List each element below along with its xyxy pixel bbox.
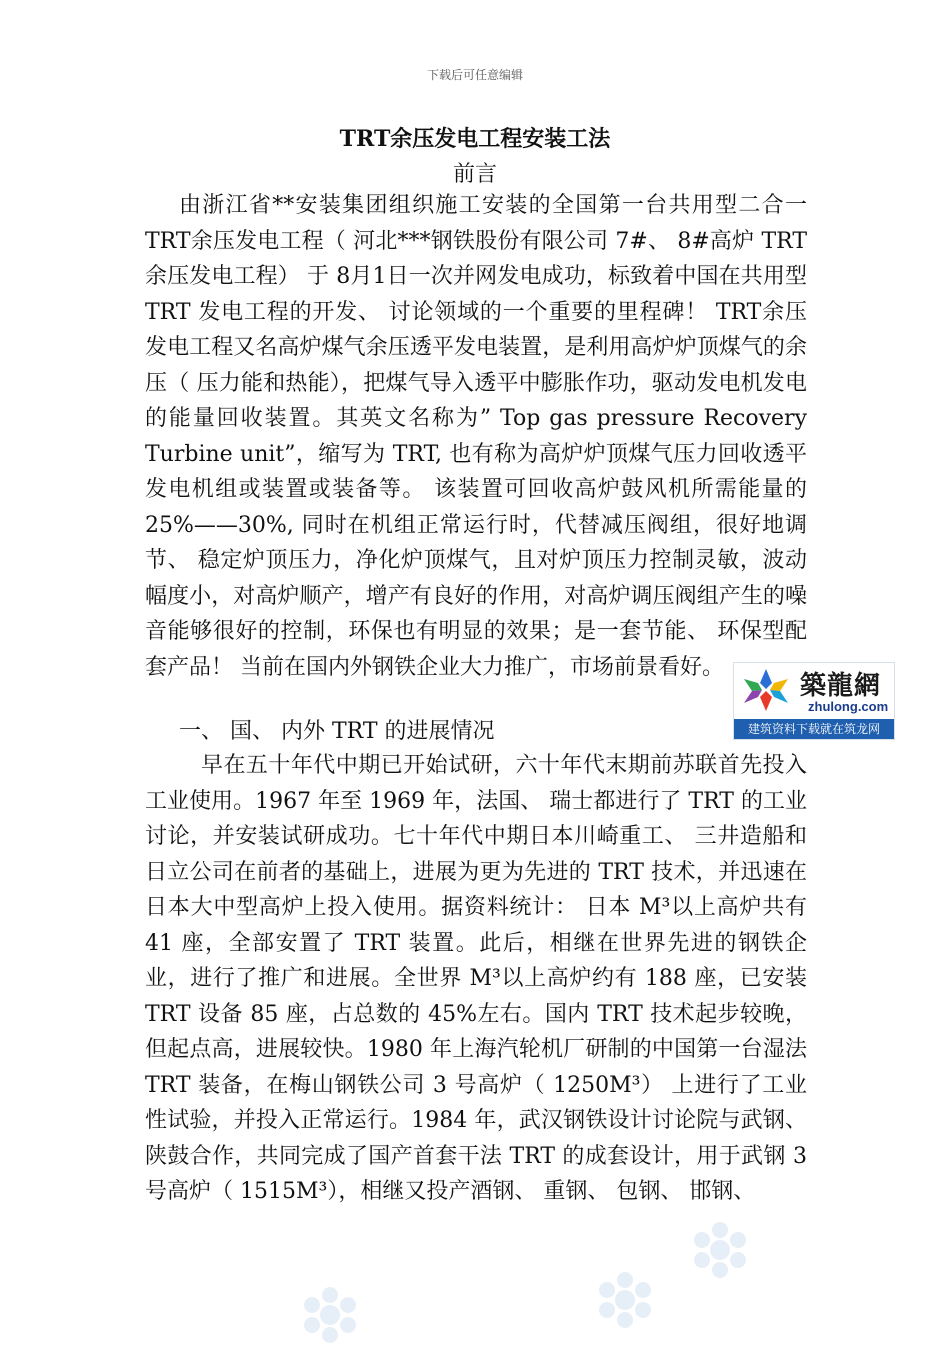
intro-paragraph: 由浙江省**安装集团组织施工安装的全国第一台共用型二合一TRT余压发电工程（ 河北***钢铁股份有限公司 7#、 8#高炉 TRT余压发电工程） 于 8月1日一次并网发电成功，标致着中国在共用型 TRT 发电工程的开发、 讨论领域的一个重要的里程碑！ TRT余压发电工程又名高炉煤气余压透平发电装置，是利用高炉炉顶煤气的余压（ 压力能和热能），把煤气导入透平中膨胀作功，驱动发电机发电的能量回收装置。其英文名称为” Top gas pressure Recovery Turbine unit”，缩写为 TRT, 也有称为高炉炉顶煤气压力回收透平发电机组或装置或装备等。 该装置可回收高炉鼓风机所需能量的 25%——30%, 同时在机组正常运行时，代替减压阀组，很好地调节、 稳定炉顶压力，净化炉顶煤气，且对炉顶压力控制灵敏，波动幅度小，对高炉顺产，增产有良好的作用，对高炉调压阀组产生的噪音能够很好的控制，环保也有明显的效果；是一套节能、 环保型配套产品！ 当前在国内外钢铁企业大力推广，市场前景看好。 [145, 193, 807, 680]
snowflake-watermark-icon [595, 1270, 655, 1330]
document-title: TRT余压发电工程安装工法 [339, 126, 611, 152]
header-note: 下载后可任意编辑 [426, 68, 523, 82]
zhulong-logo [733, 662, 895, 740]
logo-name: 築龍網 [800, 671, 882, 701]
snowflake-watermark-icon [690, 1220, 750, 1280]
history-paragraph: 早在五十年代中期已开始试研，六十年代末期前苏联首先投入工业使用。1967 年至 1969 年，法国、 瑞士都进行了 TRT 的工业讨论，并安装试研成功。七十年代中期日本川崎重工、 三井造船和日立公司在前者的基础上，进展为更为先进的 TRT 技术，并迅速在日本大中型高炉上投入使用。据资料统计： 日本 M³以上高炉共有 41 座，全部安置了 TRT 装置。此后，相继在世界先进的钢铁企业，进行了推广和进展。全世界 M³以上高炉约有 188 座，已安装 TRT 设备 85 座，占总数的 45%左右。国内 TRT 技术起步较晚，但起点高，进展较快。1980 年上海汽轮机厂研制的中国第一台湿法 TRT 装备，在梅山钢铁公司 3 号高炉（ 1250M³） 上进行了工业性试验，并投入正常运行。1984 年，武汉钢铁设计讨论院与武钢、陕鼓合作，共同完成了国产首套干法 TRT 的成套设计，用于武钢 3号高炉（ 1515M³），相继又投产酒钢、 重钢、 包钢、 邯钢、 [145, 753, 807, 1204]
document-subtitle: 前言 [452, 162, 497, 187]
snowflake-logo-icon [740, 667, 792, 713]
section-heading: 一、 国、 内外 TRT 的进展情况 [179, 719, 495, 744]
snowflake-watermark-icon [300, 1285, 360, 1345]
logo-slogan: 建筑资料下载就在筑龙网 [734, 719, 894, 739]
logo-domain: zhulong.com [808, 699, 889, 714]
